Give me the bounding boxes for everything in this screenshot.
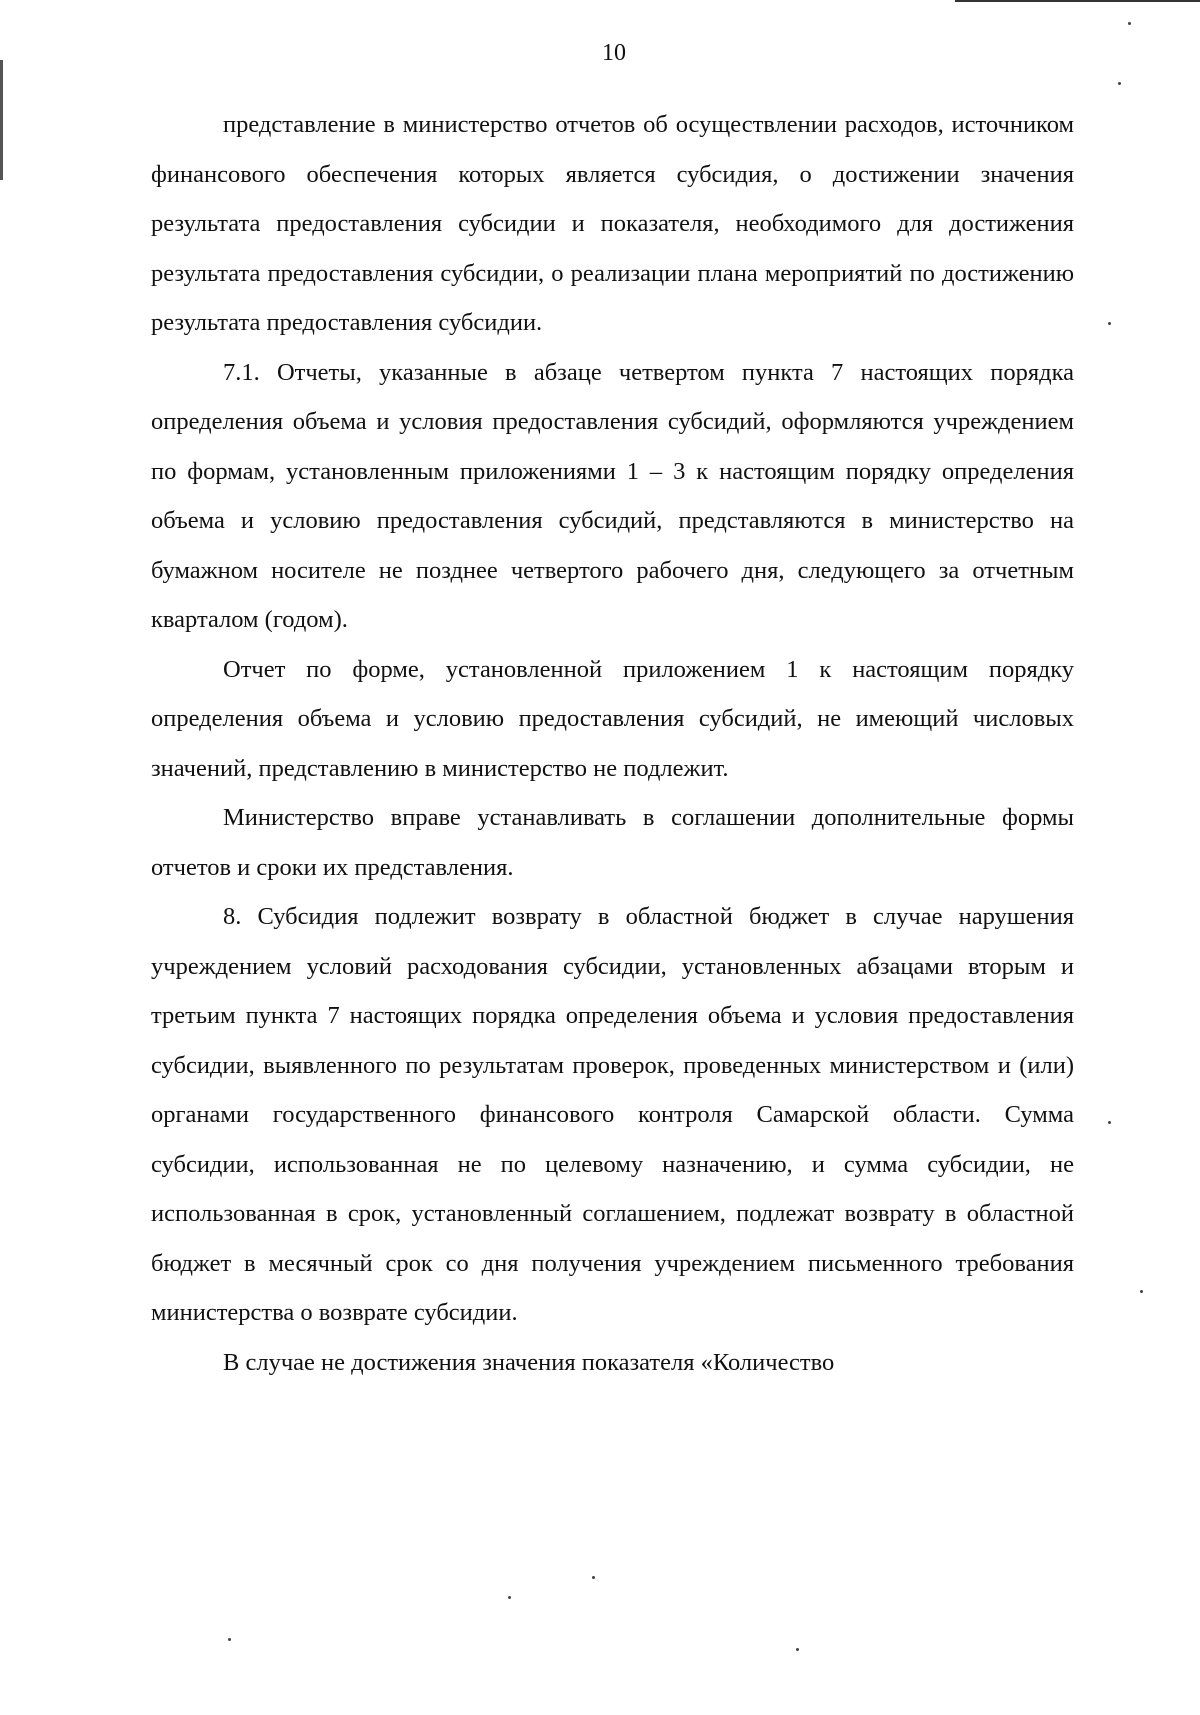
body-text (151, 100, 1074, 1387)
scan-speck (1118, 82, 1121, 85)
paragraph: Министерство вправе устанавливать в соглашении дополнительные формы отчетов и сроки их представления. (151, 804, 1074, 881)
scan-speck (1140, 1290, 1143, 1293)
paragraph: 8. Субсидия подлежит возврату в областной бюджет в случае нарушения учреждением условий расходования субсидии, установленных абзацами вторым и третьим пункта 7 настоящих порядка определения объема и условия предоставления субсидии, выявленного по результатам проверок, проведенных министерством и (или) органами государственного финансового контроля Самарской области. Сумма субсидии, использованная не по целевому назначению, и сумма субсидии, не использованная в срок, установленный соглашением, подлежат возврату в областной бюджет в месячный срок со дня получения учреждением письменного требования министерства о возврате субсидии. (151, 903, 1074, 1326)
scan-edge-line (955, 0, 1200, 2)
scan-speck (1108, 1121, 1111, 1124)
paragraph: 7.1. Отчеты, указанные в абзаце четвертом пункта 7 настоящих порядка определения объема и условия предоставления субсидий, оформляются учреждением по формам, установленным приложениями 1 – 3 к настоящим порядку определения объема и условию предоставления субсидий, представляются в министерство на бумажном носителе не позднее четвертого рабочего дня, следующего за отчетным кварталом (годом). (151, 358, 1074, 633)
scan-speck (796, 1648, 799, 1651)
paragraph: В случае не достижения значения показателя «Количество (223, 1348, 835, 1376)
page-number: 10 (602, 40, 626, 66)
scan-speck (228, 1638, 231, 1641)
scan-speck (592, 1576, 595, 1579)
scan-speck (1128, 22, 1131, 25)
paragraph: Отчет по форме, установленной приложением 1 к настоящим порядку определения объема и условию предоставления субсидий, не имеющий числовых значений, представлению в министерство не подлежит. (151, 655, 1074, 782)
scan-speck (1108, 322, 1111, 325)
scan-speck (508, 1596, 511, 1599)
scan-edge-line (0, 60, 3, 180)
paragraph: представление в министерство отчетов об осуществлении расходов, источником финансового обеспечения которых является субсидия, о достижении значения результата предоставления субсидии и показателя, необходимого для достижения результата предоставления субсидии, о реализации плана мероприятий по достижению результата предоставления субсидии. (151, 111, 1074, 336)
